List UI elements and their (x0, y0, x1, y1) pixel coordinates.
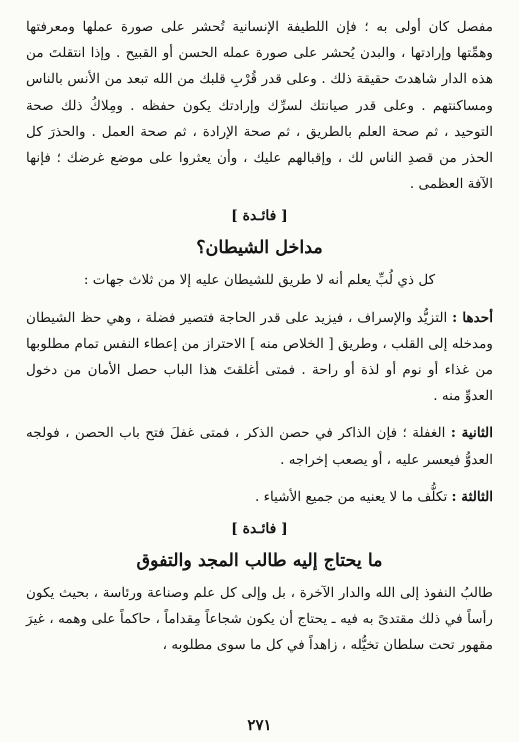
list-item-first (26, 305, 493, 410)
item-lead-second: الثانية : (450, 425, 493, 442)
item-text-second: الغفلة ؛ فإن الذاكر في حصن الذكر ، فمتى غفلَ فتح باب الحصن ، فولجه العدوُّ فيعسر عليه ، أو يصعب إخراجه . (26, 425, 493, 468)
section-heading-2: ما يحتاج إليه طالب المجد والتفوق (136, 551, 383, 572)
item-lead-first: أحدها : (452, 309, 493, 326)
section-heading-1: مداخل الشيطان؟ (196, 238, 323, 259)
spacer (26, 409, 493, 420)
section-intro-1: كل ذي لُبِّ يعلم أنه لا طريق للشيطان عليه إلا من ثلاث جهات : (83, 272, 436, 289)
item-lead-third: الثالثة : (451, 488, 493, 505)
list-item-third (26, 484, 493, 510)
item-text-third: تكلُّف ما لا يعنيه من جميع الأشياء . (255, 488, 452, 505)
list-item-second (26, 420, 493, 472)
section-body-2: طالبُ النفوذ إلى الله والدار الآخرة ، بل وإلى كل علم وصناعة ورئاسة ، بحيث يكون رأساً في ذلك مقتدىً به فيه ـ يحتاج أن يكون شجاعاً مِقداماً ، حاكماً على وهمه ، غيرَ مقهور تحت سلطان تخيُّله ، زاهداً في كل ما سوى مطلوبه ، (26, 585, 493, 654)
spacer (26, 473, 493, 484)
top-paragraph: مفصل كان أولى به ؛ فإن اللطيفة الإنسانية تُحشر على صورة عملها ومعرفتها وهمِّتها وإرادتها ، والبدن يُحشر على صورة عمله الحسن أو القبيح . وإذا انتقلتَ من هذه الدار شاهدتَ حقيقة ذلك . وعلى قدر قُرْبِ قلبك من الله تبعد من الأنس بالناس ومساكنتهم . وعلى قدر صيانتك لسرِّك وإرادتك يكون حفظه . ومِلاكُ ذلك صحة التوحيد ، ثم صحة العلم بالطريق ، ثم صحة الإرادة ، ثم صحة العمل . والحذرَ كل الحذر من قصدِ الناس لك ، وإقبالهم عليك ، وأن يعثروا على موضع غرضك ؛ فإنها الآفة العظمى . (26, 19, 493, 193)
section-label-1: [ فائـدة ] (231, 208, 288, 225)
page-number: ٢٧١ (247, 716, 272, 734)
spacer (26, 294, 493, 305)
item-text-first: التزيُّد والإسراف ، فيزيد على قدر الحاجة فتصير فضلة ، وهي حظ الشيطان ومدخله إلى القلب ، وطريق [ الخلاص منه ] الاحتراز من إعطاء النفس تمام مطلوبها من غذاء أو نوم أو لذة أو راحة . فمتى أغلقتَ هذا الباب حصل الأمان من دخول العدوِّ منه . (26, 309, 493, 405)
section-label-2: [ فائـدة ] (231, 521, 288, 538)
